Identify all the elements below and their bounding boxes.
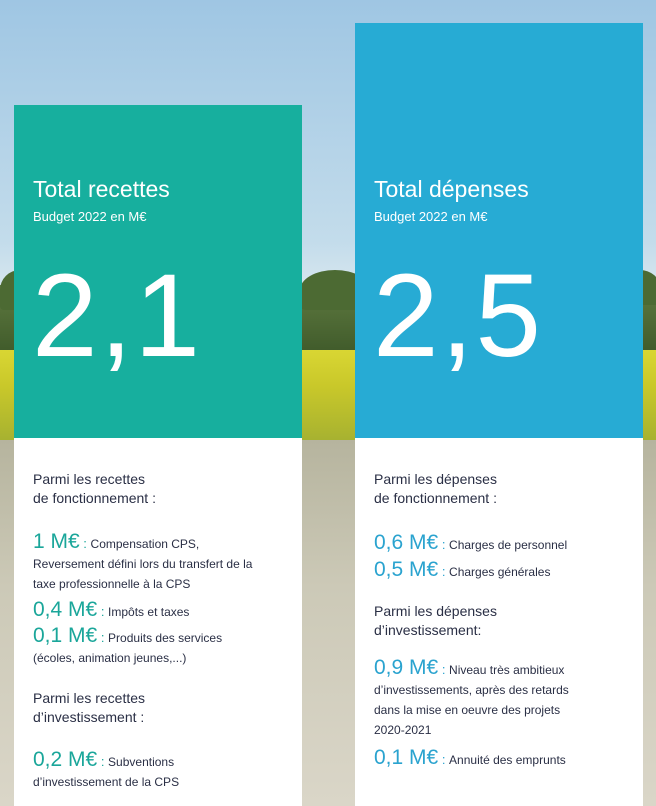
item-text: dans la mise en oeuvre des projets <box>374 703 561 717</box>
item-text: Charges de personnel <box>449 538 568 552</box>
recettes-item-impots <box>33 600 189 622</box>
item-text: Impôts et taxes <box>108 605 190 619</box>
item-text: d’investissements, après des retards <box>374 683 569 697</box>
separator: : <box>438 564 450 579</box>
recettes-subtitle: Budget 2022 en M€ <box>33 209 147 224</box>
separator: : <box>438 752 450 767</box>
recettes-total: 2,1 <box>32 250 203 382</box>
separator: : <box>438 537 450 552</box>
item-text: 2020-2021 <box>374 723 432 737</box>
item-text: Annuité des emprunts <box>449 753 566 767</box>
separator: : <box>97 604 109 619</box>
item-text: Compensation CPS, <box>90 537 200 551</box>
depenses-investissement-heading <box>374 602 497 640</box>
depenses-fonctionnement-heading <box>374 470 497 508</box>
amount: 0,1 M€ <box>33 624 98 647</box>
amount: 0,6 M€ <box>374 531 439 554</box>
separator: : <box>97 754 109 769</box>
recettes-fonctionnement-heading <box>33 470 156 508</box>
item-text: (écoles, animation jeunes,...) <box>33 651 187 665</box>
item-text: Produits des services <box>108 631 223 645</box>
amount: 0,9 M€ <box>374 656 439 679</box>
recettes-investissement-heading <box>33 689 145 727</box>
depenses-subtitle: Budget 2022 en M€ <box>374 209 488 224</box>
depenses-total: 2,5 <box>373 250 544 382</box>
separator: : <box>79 536 91 551</box>
recettes-title: Total recettes <box>33 176 170 202</box>
item-text: Subventions <box>108 755 175 769</box>
depenses-card <box>355 23 643 438</box>
heading-line: Parmi les dépenses <box>374 603 497 619</box>
recettes-item-produits <box>33 626 222 668</box>
heading-line: Parmi les recettes <box>33 690 146 706</box>
depenses-item-emprunts <box>374 748 566 770</box>
item-text: d’investissement de la CPS <box>33 775 180 789</box>
heading-line: d’investissement: <box>374 622 482 638</box>
recettes-item-compensation <box>33 532 252 594</box>
heading-line: Parmi les recettes <box>33 471 146 487</box>
heading-line: de fonctionnement : <box>33 490 156 506</box>
depenses-item-personnel <box>374 533 567 555</box>
recettes-item-subventions <box>33 750 179 792</box>
depenses-item-investissements <box>374 658 569 740</box>
item-text: Reversement défini lors du transfert de la <box>33 557 253 571</box>
amount: 0,5 M€ <box>374 558 439 581</box>
item-text: Niveau très ambitieux <box>449 663 565 677</box>
depenses-title: Total dépenses <box>374 176 529 202</box>
amount: 0,2 M€ <box>33 748 98 771</box>
recettes-card <box>14 105 302 438</box>
separator: : <box>97 630 109 645</box>
depenses-item-generales <box>374 560 550 582</box>
amount: 1 M€ <box>33 530 80 553</box>
item-text: taxe professionnelle à la CPS <box>33 577 191 591</box>
heading-line: Parmi les dépenses <box>374 471 497 487</box>
item-text: Charges générales <box>449 565 551 579</box>
separator: : <box>438 662 450 677</box>
heading-line: d’investissement : <box>33 709 145 725</box>
amount: 0,4 M€ <box>33 598 98 621</box>
heading-line: de fonctionnement : <box>374 490 497 506</box>
amount: 0,1 M€ <box>374 746 439 769</box>
